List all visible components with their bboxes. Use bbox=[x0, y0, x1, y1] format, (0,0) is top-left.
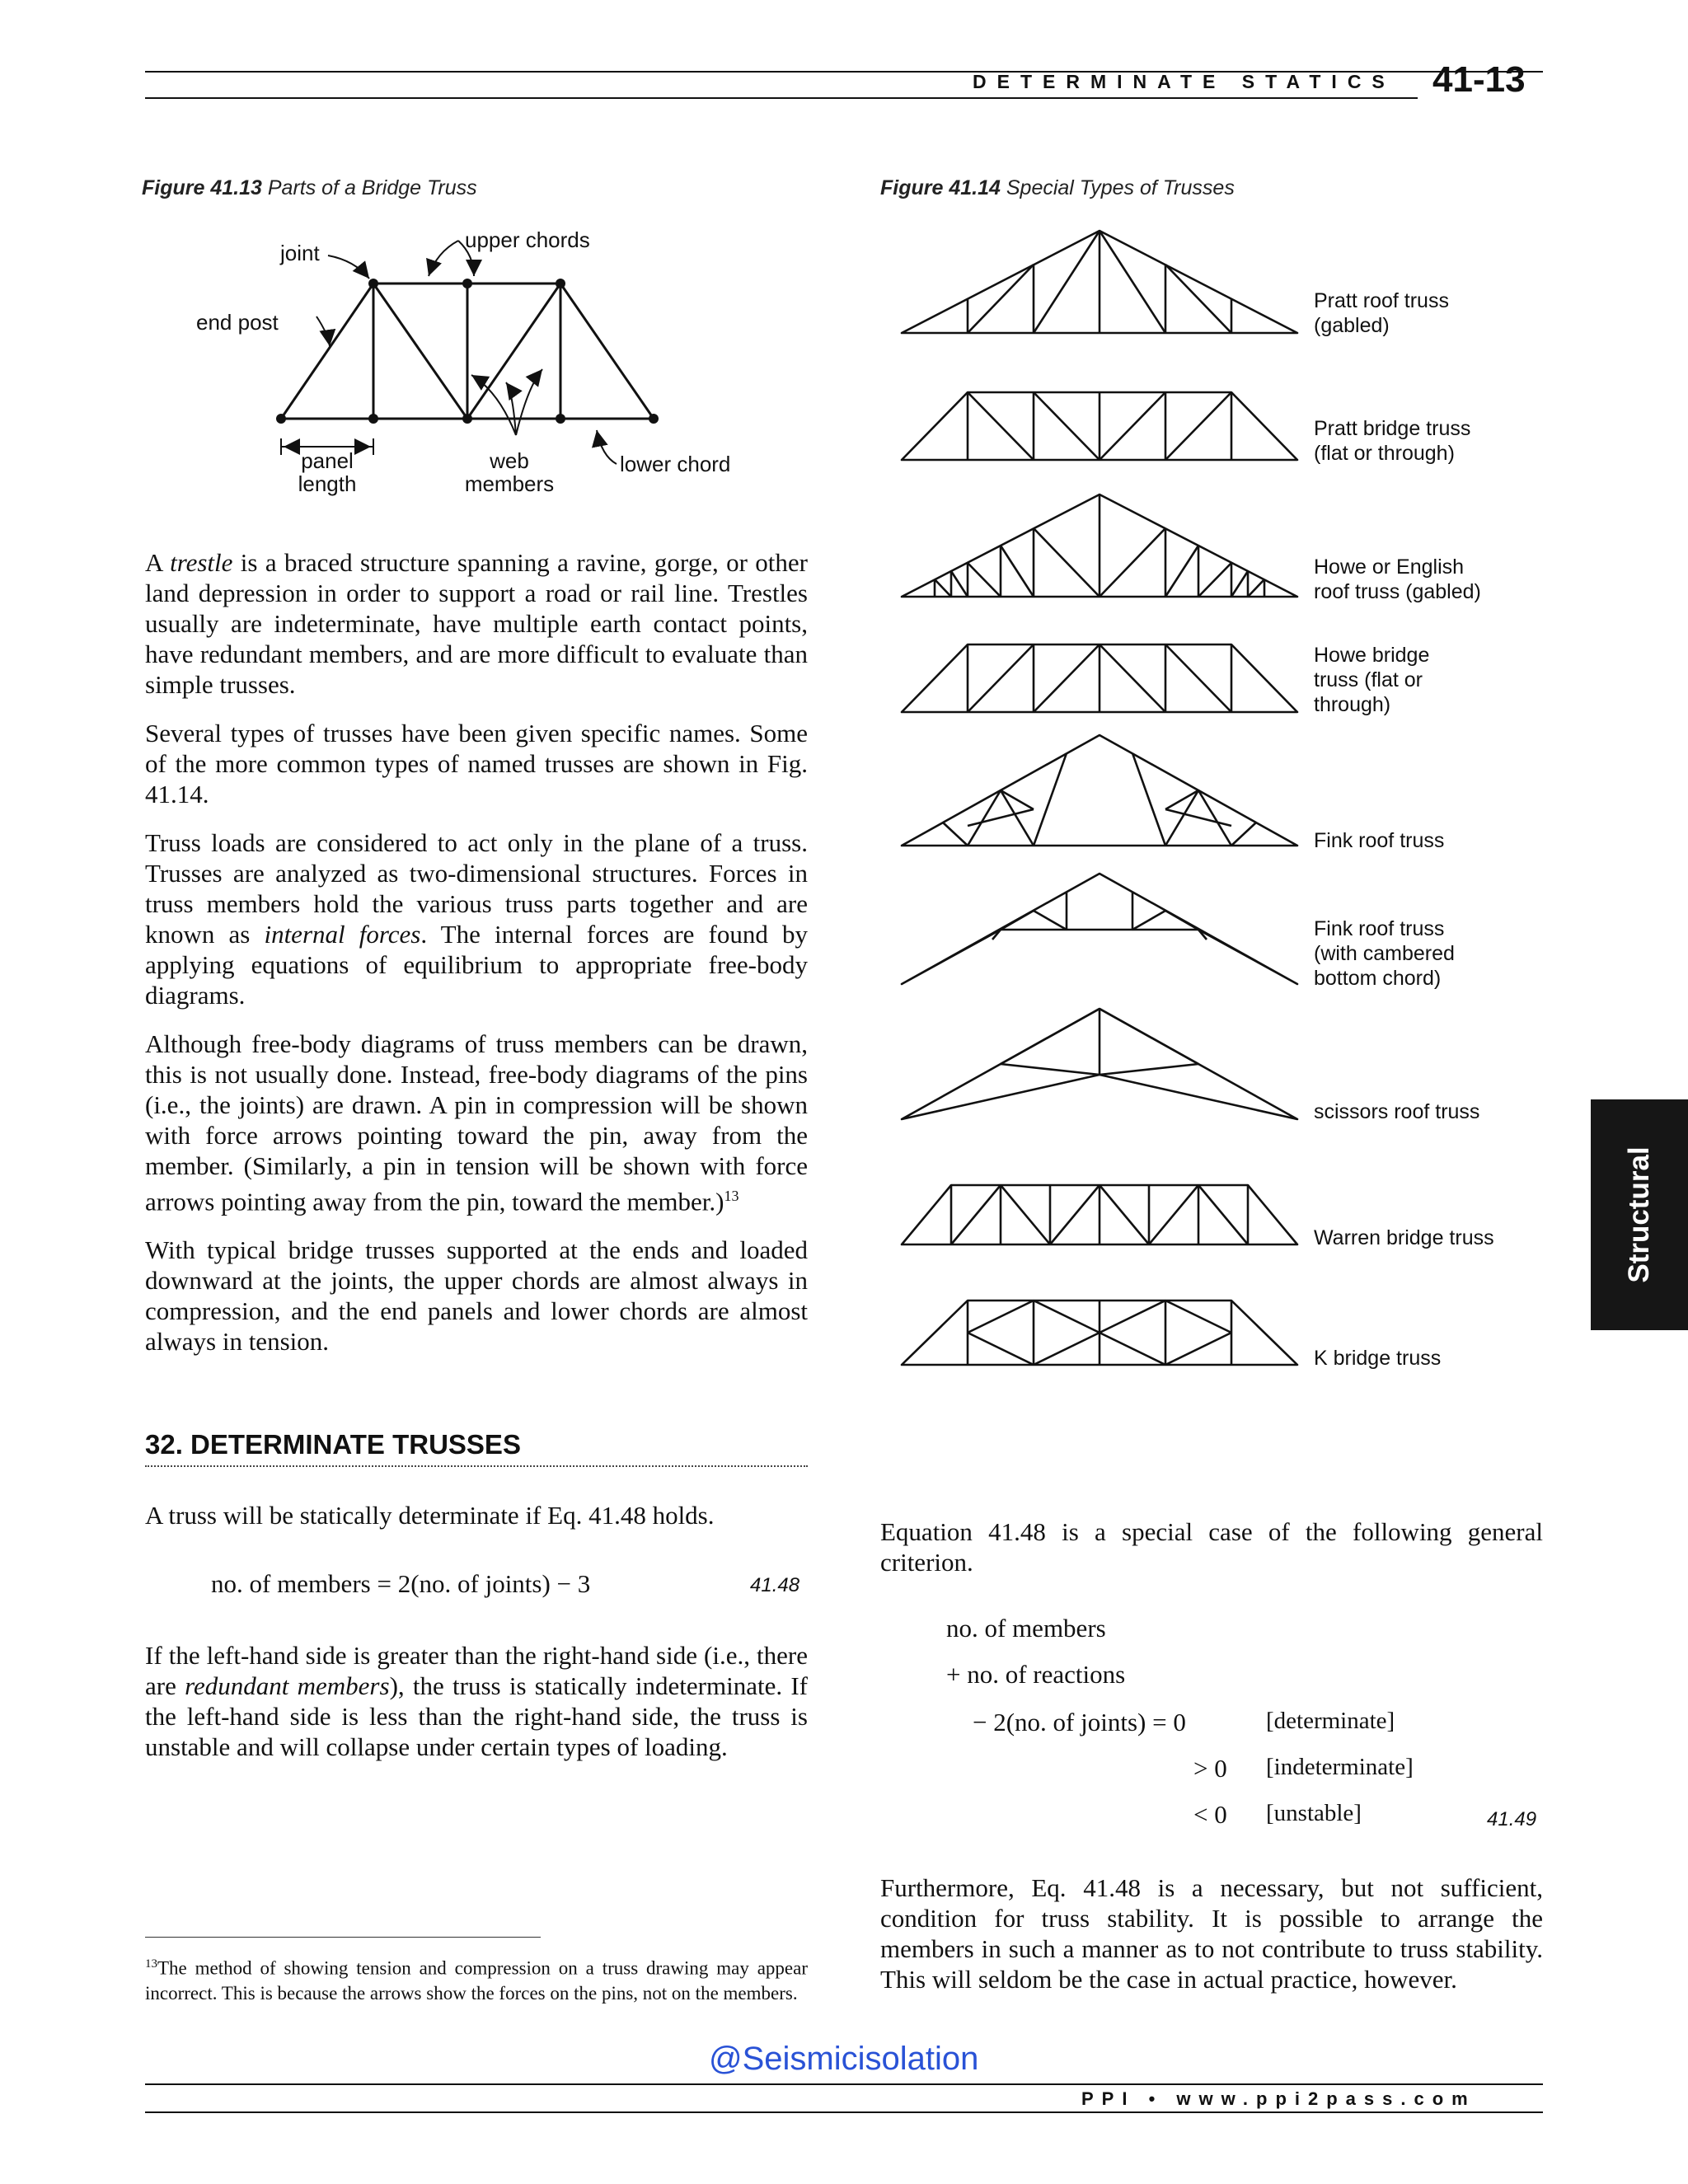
truss-label-line: through) bbox=[1314, 693, 1391, 716]
paragraph-trestle: A trestle is a braced structure spanning a ravine, gorge, or other land depression in order to support a road or rail line. Trestles usually are indeterminate, have multiple earth contact points, have redundant members, and are more difficult to evaluate than simple trusses. bbox=[145, 548, 808, 699]
label-web: web bbox=[490, 448, 529, 473]
paragraph-truss-loads: Truss loads are considered to act only in the plane of a truss. Trusses are analyzed as two-dimensional structures. Forces in truss members hold the various truss parts together and are known as internal forces. The internal forces are found by applying equations of equilibrium to appropriate free-body diagrams. bbox=[145, 828, 808, 1010]
truss-label-line: Fink roof truss bbox=[1314, 917, 1445, 940]
truss-label-line: Howe bridge bbox=[1314, 644, 1430, 667]
figure-41-14-caption bbox=[880, 176, 1235, 200]
equation-number-41-49: 41.49 bbox=[1487, 1808, 1537, 1830]
eq-line-reactions: + no. of reactions bbox=[946, 1660, 1126, 1689]
footnote-13 bbox=[145, 1952, 808, 2006]
truss-label-4 bbox=[1314, 643, 1429, 717]
eq-line-less: < 0 bbox=[1193, 1800, 1227, 1829]
truss-label-line: Pratt roof truss bbox=[1314, 289, 1449, 312]
side-tab bbox=[1591, 1099, 1688, 1330]
section-heading: 32. DETERMINATE TRUSSES bbox=[145, 1429, 808, 1467]
footnote-number: 13 bbox=[145, 1957, 157, 1971]
fink-roof-truss bbox=[902, 735, 1297, 846]
fink-cambered-truss bbox=[902, 874, 1297, 984]
footnote-text: The method of showing tension and compression on a truss drawing may appear incorrect. This is because the arrows show the forces on the pins, not on the members. bbox=[145, 1957, 808, 2004]
warren-bridge-truss bbox=[902, 1185, 1297, 1244]
truss-label-line: roof truss (gabled) bbox=[1314, 580, 1481, 603]
howe-bridge-truss bbox=[902, 644, 1297, 712]
paragraph-named-trusses: Several types of trusses have been given specific names. Some of the more common types of named trusses are shown in Fig. 41.14. bbox=[145, 719, 808, 808]
callout-arrows bbox=[281, 241, 617, 464]
truss-label-line: bottom chord) bbox=[1314, 967, 1442, 990]
eq-line-members: no. of members bbox=[946, 1614, 1106, 1643]
truss-label-line: (gabled) bbox=[1314, 314, 1390, 337]
term-trestle: trestle bbox=[170, 548, 233, 577]
term-redundant-members: redundant members bbox=[185, 1671, 390, 1700]
label-upper-chords: upper chords bbox=[465, 227, 590, 252]
bridge-truss-diagram bbox=[0, 0, 824, 511]
scissors-roof-truss bbox=[902, 1009, 1297, 1119]
truss-label-2 bbox=[1314, 416, 1470, 466]
determinate-intro: A truss will be statically determinate if Eq. 41.48 holds. bbox=[145, 1501, 715, 1530]
footnote-rule bbox=[145, 1937, 541, 1938]
label-length: length bbox=[298, 471, 357, 496]
truss-label-line: Pratt bridge truss bbox=[1314, 417, 1471, 440]
truss-members bbox=[281, 284, 654, 419]
running-header: DETERMINATE STATICS bbox=[973, 71, 1395, 92]
truss-label-5 bbox=[1314, 828, 1444, 853]
special-trusses-diagram bbox=[890, 223, 1550, 1376]
howe-roof-truss bbox=[902, 494, 1297, 597]
truss-label-line: truss (flat or bbox=[1314, 668, 1423, 691]
truss-label-8 bbox=[1314, 1226, 1494, 1250]
paragraph-stability: Furthermore, Eq. 41.48 is a necessary, but not sufficient, condition for truss stability. It is possible to arrange the members in such a manner as to not contribute to truss stability. This will seldom be the case in actual practice, however. bbox=[880, 1873, 1543, 1994]
paragraph-bridge-trusses: With typical bridge trusses supported at the ends and loaded downward at the joints, the upper chords are almost always in compression, and the end panels and lower chords are almost always in tension. bbox=[145, 1235, 808, 1357]
footer-rule-bottom bbox=[145, 2111, 1543, 2113]
side-tab-label: Structural bbox=[1623, 1146, 1655, 1283]
truss-label-line: K bridge truss bbox=[1314, 1347, 1442, 1370]
watermark: @Seismicisolation bbox=[709, 2041, 979, 2077]
figure-label: Figure 41.13 bbox=[142, 176, 262, 199]
label-members: members bbox=[464, 471, 555, 496]
eq-line-greater: > 0 bbox=[1193, 1754, 1227, 1783]
paragraph-redundant: If the left-hand side is greater than the right-hand side (i.e., there are redundant members), the truss is statically indeterminate. If the left-hand side is less than the right-hand side, the truss is unstable and will collapse under certain types of loading. bbox=[145, 1641, 808, 1761]
eq-note-unstable: [unstable] bbox=[1266, 1800, 1362, 1826]
pratt-bridge-truss bbox=[902, 392, 1297, 460]
page-number: 41-13 bbox=[1432, 59, 1526, 100]
truss-label-3 bbox=[1314, 555, 1481, 604]
label-end-post: end post bbox=[196, 310, 279, 335]
eq-note-indeterminate: [indeterminate] bbox=[1266, 1754, 1414, 1780]
paragraph-general-criterion: Equation 41.48 is a special case of the following general criterion. bbox=[880, 1517, 1543, 1577]
equation-41-48: no. of members = 2(no. of joints) − 3 bbox=[211, 1569, 591, 1598]
label-joint: joint bbox=[280, 241, 320, 265]
pratt-roof-truss bbox=[902, 231, 1297, 333]
truss-label-9 bbox=[1314, 1346, 1441, 1371]
footer-publisher: PPI • www.ppi2pass.com bbox=[1081, 2088, 1476, 2109]
truss-label-line: (with cambered bbox=[1314, 942, 1455, 965]
truss-label-7 bbox=[1314, 1099, 1479, 1124]
truss-label-line: scissors roof truss bbox=[1314, 1100, 1480, 1123]
figure-title: Parts of a Bridge Truss bbox=[267, 176, 477, 199]
k-bridge-truss bbox=[902, 1301, 1297, 1365]
label-panel: panel bbox=[301, 448, 354, 473]
truss-label-6 bbox=[1314, 916, 1455, 991]
figure-title: Special Types of Trusses bbox=[1006, 176, 1235, 199]
left-column-text bbox=[145, 547, 808, 1375]
footer-rule-top bbox=[145, 2083, 1543, 2085]
paragraph-free-body: Although free-body diagrams of truss members can be drawn, this is not usually done. Instead, free-body diagrams of the pins (i.e., the joints) are drawn. A pin in compression will be shown with force arrows pointing toward the pin, away from the member. (Similarly, a pin in tension will be shown with force arrows pointing away from the pin, toward the member.)$^{13}$ bbox=[145, 1029, 808, 1216]
figure-label: Figure 41.14 bbox=[880, 176, 1001, 199]
eq-note-determinate: [determinate] bbox=[1266, 1708, 1395, 1734]
truss-label-line: Howe or English bbox=[1314, 555, 1465, 579]
eq-line-joints: − 2(no. of joints) = 0 bbox=[973, 1708, 1186, 1736]
label-lower-chord: lower chord bbox=[620, 452, 731, 476]
equation-number-41-48: 41.48 bbox=[750, 1574, 800, 1596]
truss-label-line: Warren bridge truss bbox=[1314, 1226, 1494, 1249]
truss-label-line: (flat or through) bbox=[1314, 442, 1455, 465]
footnote-ref: 13 bbox=[724, 1188, 739, 1204]
truss-label-line: Fink roof truss bbox=[1314, 829, 1445, 852]
term-internal-forces: internal forces bbox=[264, 920, 421, 949]
truss-label-1 bbox=[1314, 288, 1449, 338]
